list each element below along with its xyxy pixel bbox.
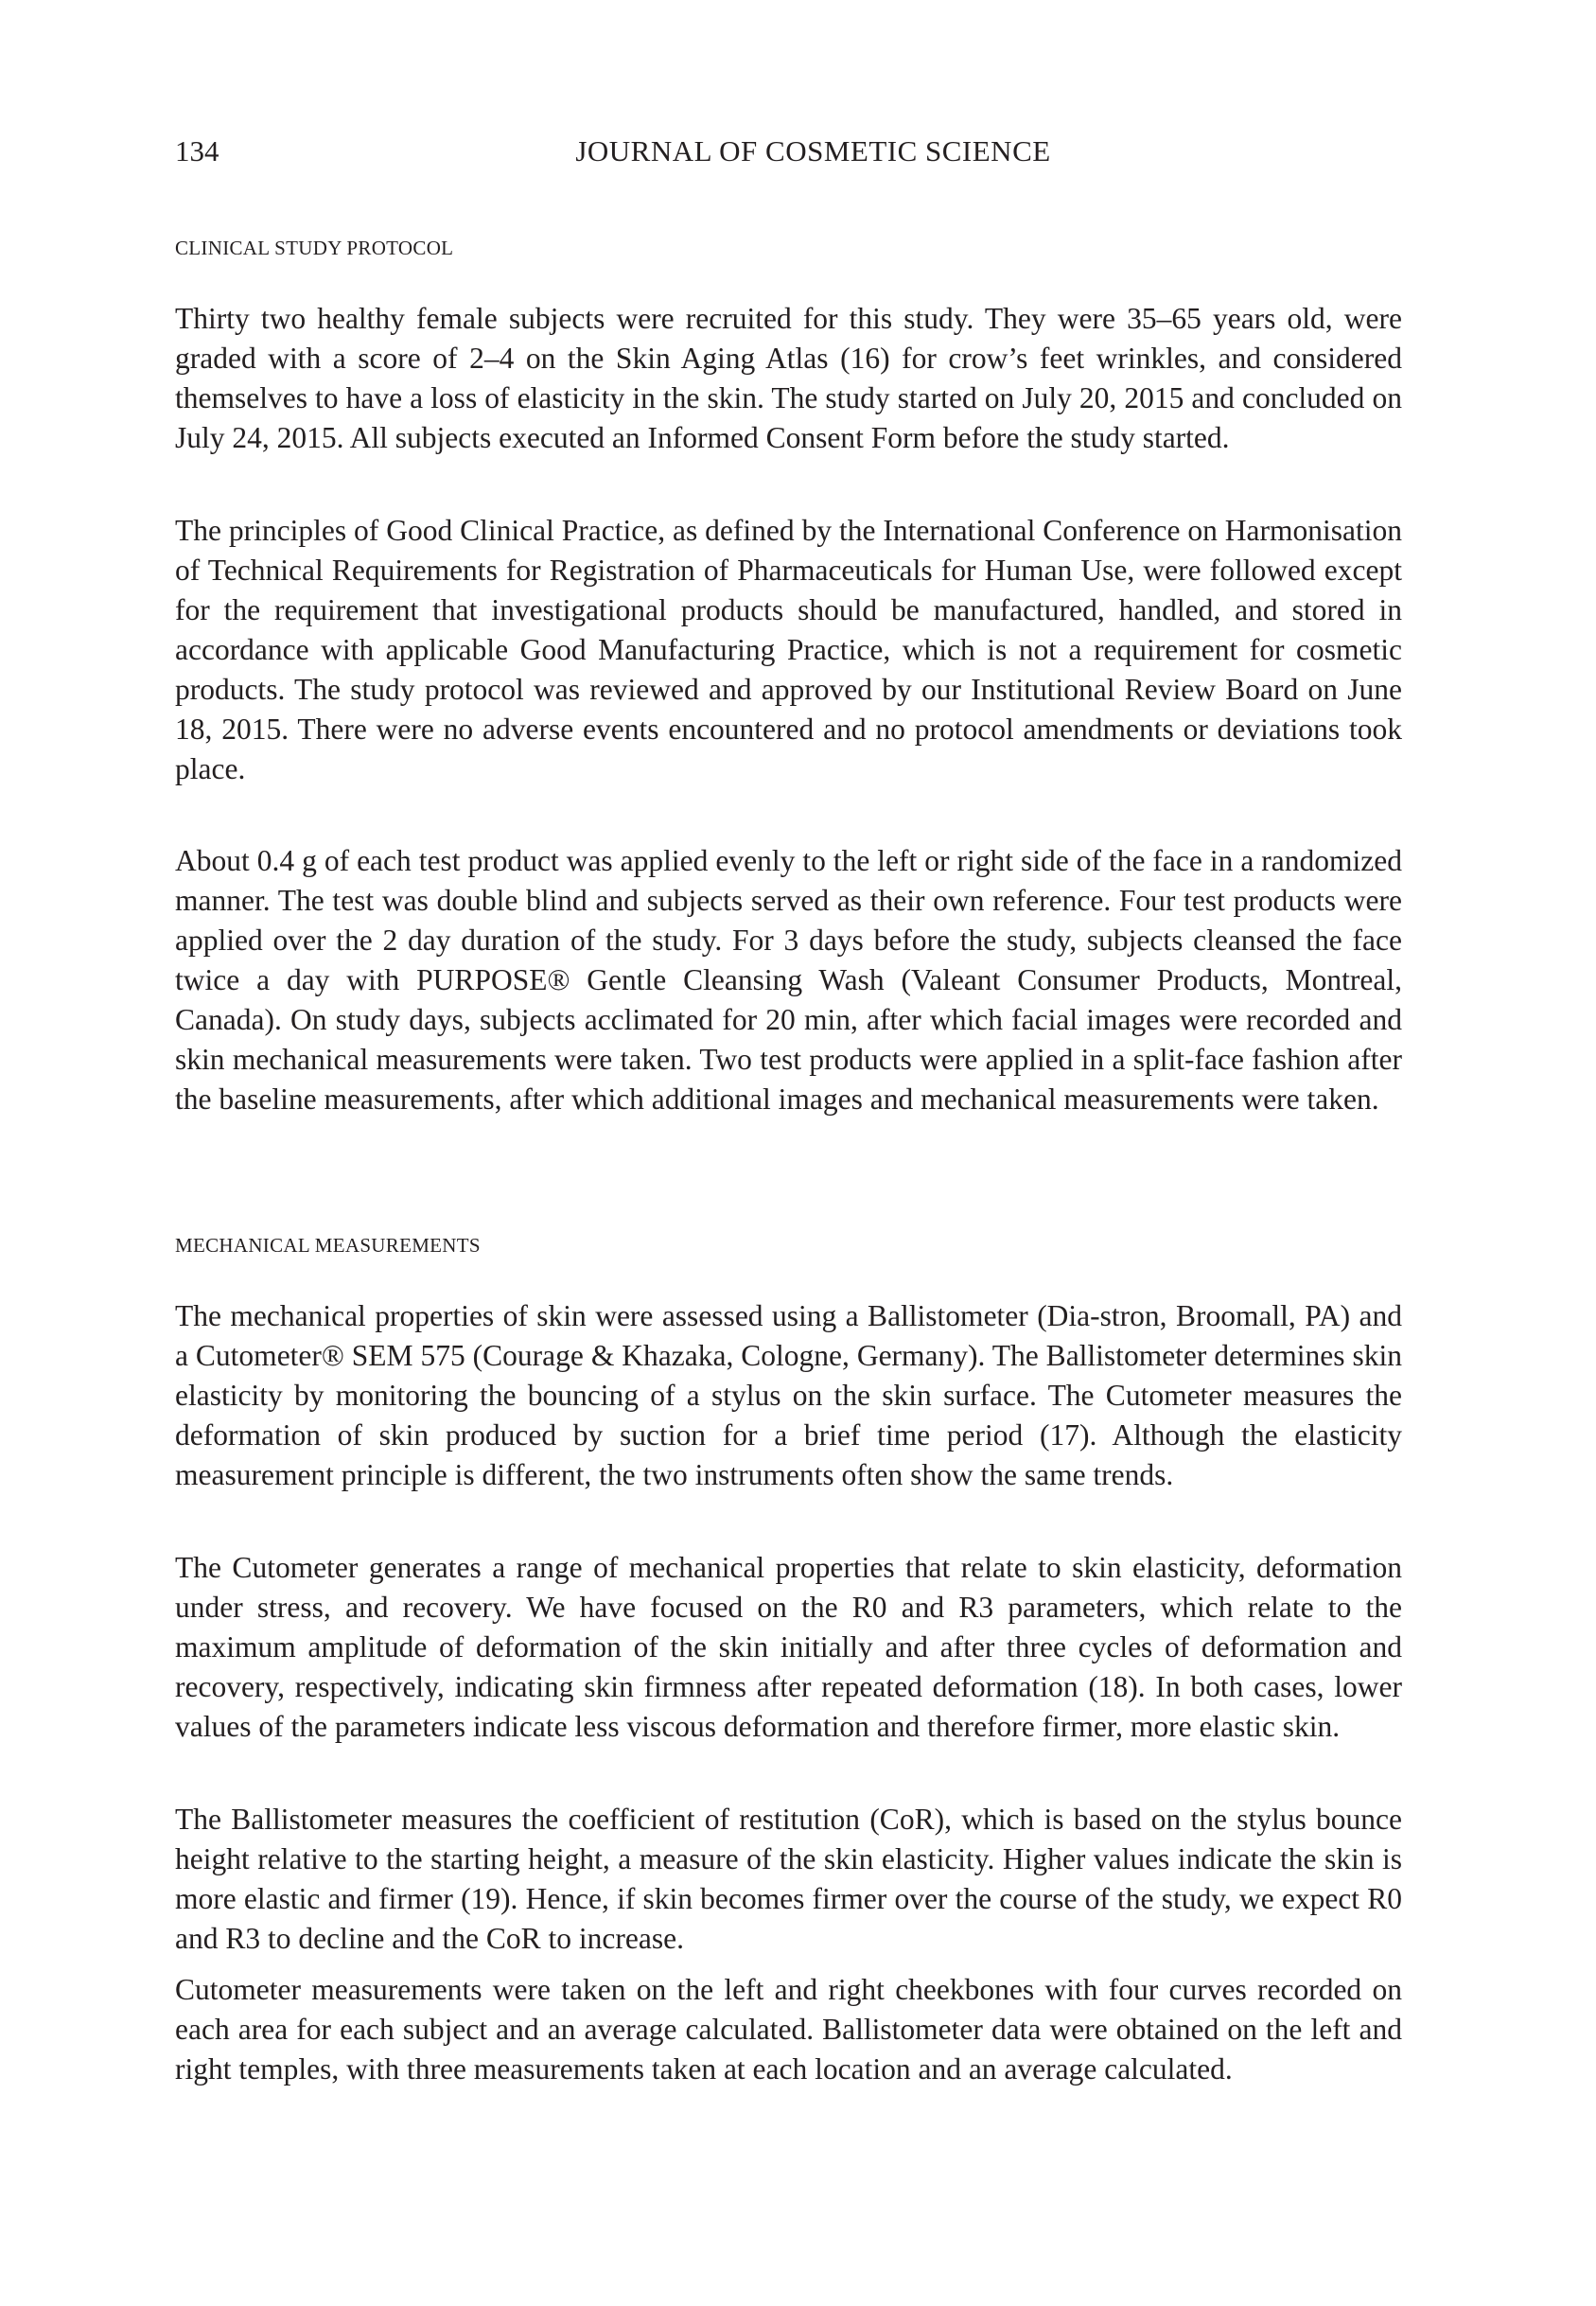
running-head — [175, 131, 1402, 172]
paragraph-ballistometer-cor: The Ballistometer measures the coefficient of restitution (CoR), which is based on the stylus bounce height relative to the starting height, a measure of the skin elasticity. Higher values indicate the skin is more elastic and firmer (19). Hence, if skin becomes firmer over the course of the study, we expect R0 and R3 to decline and the CoR to increase. — [175, 1803, 1402, 1955]
section-heading-mechanical-measurements: MECHANICAL MEASUREMENTS — [175, 1234, 481, 1257]
paragraph-instruments: The mechanical properties of skin were assessed using a Ballistometer (Dia-stron, Broomall, PA) and a Cutometer® SEM 575 (Courage & Khazaka, Cologne, Germany). The Ballistometer determines skin elasticity by monitoring the bouncing of a stylus on the skin surface. The Cutometer measures the deformation of skin produced by suction for a brief time period (17). Although the elasticity measurement principle is different, the two instruments often show the same trends. — [175, 1299, 1402, 1491]
paragraph-cutometer-parameters: The Cutometer generates a range of mechanical properties that relate to skin elasticity, deformation under stress, and recovery. We have focused on the R0 and R3 parameters, which relate to the maximum amplitude of deformation of the skin initially and after three cycles of deformation and recovery, respectively, indicating skin firmness after repeated deformation (18). In both cases, lower values of the parameters indicate less viscous deformation and therefore firmer, more elastic skin. — [175, 1551, 1402, 1743]
page-number: 134 — [175, 134, 219, 167]
paragraph-good-clinical-practice: The principles of Good Clinical Practice, as defined by the International Conference on Harmonisation of Technical Requirements for Registration of Pharmaceuticals for Human Use, were followed except for the requirement that investigational products should be manufactured, handled, and stored in accordance with applicable Good Manufacturing Practice, which is not a requirement for cosmetic products. The study protocol was reviewed and approved by our Institutional Review Board on June 18, 2015. There were no adverse events encountered and no protocol amendments or deviations took place. — [175, 514, 1402, 785]
section-heading-clinical-study-protocol: CLINICAL STUDY PROTOCOL — [175, 237, 454, 259]
paragraph-product-application: About 0.4 g of each test product was applied evenly to the left or right side of the face in a randomized manner. The test was double blind and subjects served as their own reference. Four test products were applied over the 2 day duration of the study. For 3 days before the study, subjects cleansed the face twice a day with PURPOSE® Gentle Cleansing Wash (Valeant Consumer Products, Montreal, Canada). On study days, subjects acclimated for 20 min, after which facial images were recorded and skin mechanical measurements were taken. Two test products were applied in a split-face fashion after the baseline measurements, after which additional images and mechanical measurements were taken. — [175, 844, 1402, 1116]
paragraph-subjects: Thirty two healthy female subjects were recruited for this study. They were 35–65 years old, were graded with a score of 2–4 on the Skin Aging Atlas (16) for crow’s feet wrinkles, and considered themselves to have a loss of elasticity in the skin. The study started on July 20, 2015 and concluded on July 24, 2015. All subjects executed an Informed Consent Form before the study started. — [175, 302, 1402, 454]
paragraph-measurement-locations: Cutometer measurements were taken on the left and right cheekbones with four curves recorded on each area for each subject and an average calculated. Ballistometer data were obtained on the left and right temples, with three measurements taken at each location and an average calculated. — [175, 1973, 1402, 2086]
journal-title: JOURNAL OF COSMETIC SCIENCE — [575, 134, 1051, 167]
